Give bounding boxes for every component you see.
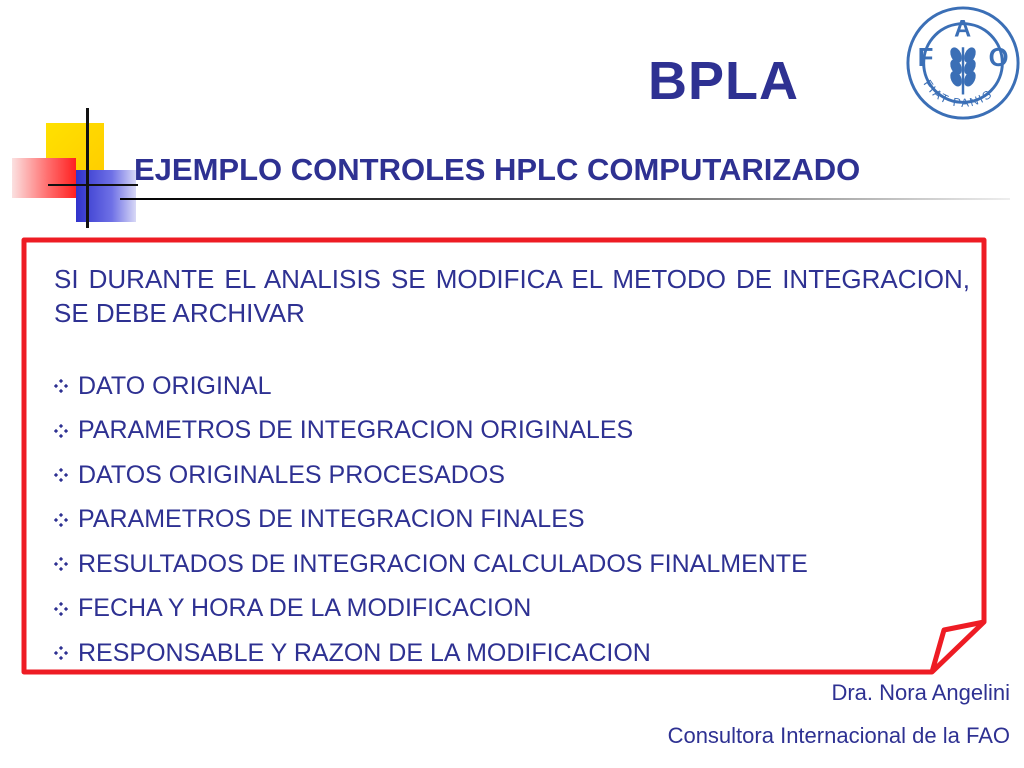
diamond-bullet-icon	[54, 602, 68, 616]
list-item	[54, 409, 984, 454]
decorative-vertical-line	[86, 108, 89, 228]
list-item-label: RESULTADOS DE INTEGRACION CALCULADOS FINALMENTE	[78, 549, 808, 578]
logo-letter-a: A	[954, 16, 972, 43]
author-role: Consultora Internacional de la FAO	[667, 723, 1010, 748]
list-item	[54, 587, 984, 632]
author-name: Dra. Nora Angelini	[831, 680, 1010, 705]
diamond-bullet-icon	[54, 468, 68, 482]
intro-paragraph: SI DURANTE EL ANALISIS SE MODIFICA EL METODO DE INTEGRACION, SE DEBE ARCHIVAR	[54, 264, 970, 328]
list-item	[54, 364, 984, 409]
list-item-label: RESPONSABLE Y RAZON DE LA MODIFICACION	[78, 638, 651, 667]
list-item-label: PARAMETROS DE INTEGRACION FINALES	[78, 505, 585, 534]
diamond-bullet-icon	[54, 513, 68, 527]
list-item-label: DATO ORIGINAL	[78, 371, 272, 400]
logo-letter-f: F	[917, 43, 934, 72]
bullet-list	[54, 364, 984, 676]
list-item	[54, 542, 984, 587]
list-item	[54, 631, 984, 676]
logo-letter-o: O	[988, 43, 1009, 72]
list-item-label: PARAMETROS DE INTEGRACION ORIGINALES	[78, 416, 634, 445]
diamond-bullet-icon	[54, 379, 68, 393]
diamond-bullet-icon	[54, 557, 68, 571]
slide-title: BPLA	[648, 51, 799, 111]
decorative-red-square	[12, 158, 76, 198]
title-underline	[120, 198, 1010, 200]
slide-subtitle: EJEMPLO CONTROLES HPLC COMPUTARIZADO	[134, 152, 861, 187]
diamond-bullet-icon	[54, 424, 68, 438]
list-item-label: DATOS ORIGINALES PROCESADOS	[78, 460, 505, 489]
list-item-label: FECHA Y HORA DE LA MODIFICACION	[78, 594, 532, 623]
fao-logo	[904, 4, 1022, 122]
list-item	[54, 453, 984, 498]
decorative-blue-square	[76, 170, 136, 222]
logo-motto: FIAT PANIS	[920, 77, 996, 111]
decorative-horizontal-line	[48, 184, 138, 186]
diamond-bullet-icon	[54, 646, 68, 660]
list-item	[54, 498, 984, 543]
